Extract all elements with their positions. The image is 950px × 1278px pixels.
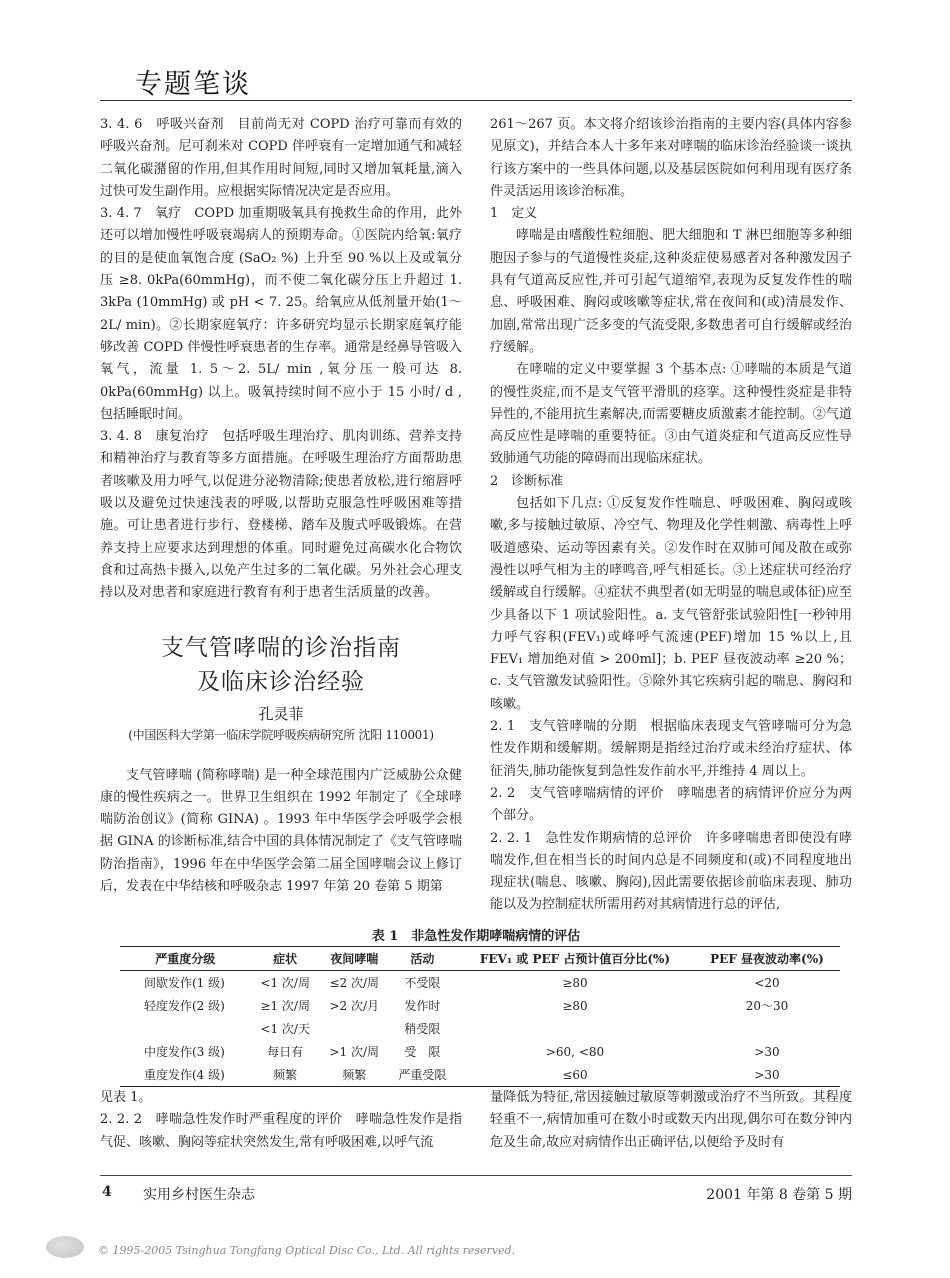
article-title-line: 及临床诊治经验 [197,668,365,695]
severity-table [120,946,840,1087]
article-title-line: 支气管哮喘的诊治指南 [161,634,401,661]
section-heading: 2 诊断标准 [490,473,564,489]
table-cell [320,1017,389,1040]
article-author: 孔灵菲 [258,704,304,723]
table-cell: >30 [694,1063,840,1087]
table-cell [694,1017,840,1040]
table-header-cell: PEF 昼夜波动率(%) [694,947,840,971]
right-column [490,114,852,917]
journal-name: 实用乡村医生杂志 [143,1187,255,1203]
section-title: 专题笔谈 [135,69,251,100]
paragraph: 3. 4. 8 康复治疗 包括呼吸生理治疗、肌肉训练、营养支持和精神治疗与教育等多方面措施。在呼吸生理治疗方面帮助患者咳嗽及用力呼气,以促进分泌物清除;使患者放松,进行缩唇呼吸以及避免过快速浅表的呼吸,以帮助克服急性呼吸困难等措施。可让患者进行步行、登楼梯、踏车及腹式呼吸锻炼。在营养支持上应要求达到理想的体重。同时避免过高碳水化合物饮食和过高热卡摄入,以免产生过多的二氧化碳。另外社会心理支持以及对患者和家庭进行教育有利于患者生活质量的改善。 [100,429,462,601]
table-row [120,1040,840,1063]
table-cell: 受 限 [404,1045,441,1059]
table-cell: 重度发作(4 级) [120,1063,251,1087]
table-header-cell: 症状 [251,947,320,971]
publisher-logo-icon [46,1236,84,1258]
paragraph: 3. 4. 7 氧疗 COPD 加重期吸氧具有挽救生命的作用，此外还可以增加慢性呼吸衰竭病人的预期寿命。①医院内给氧:氧疗的目的是使血氧饱合度 (SaO₂ %) 上升至 90 %以上及或氧分压 ≥8. 0kPa(60mmHg)，而不使二氧化碳分压上升超过 1. 3kPa (10mmHg) 或 pH < 7. 25。给氧应从低剂量开始(1～2L/ min)。②长期家庭氧疗：许多研究均显示长期家庭氧疗能够改善 COPD 伴慢性呼衰患者的生存率。通常是经鼻导管吸入氧气，流量 1. 5～2. 5L/ min ,氧分压一般可达 8. 0kPa(60mmHg) 以上。吸氧持续时间不应小于 15 小时/ d ,包括睡眠时间。 [100,206,462,422]
table-cell: >1 次/周 [329,1045,380,1059]
bottom-left-column [100,1087,462,1154]
table-cell: 间歇发作(1 级) [144,976,225,990]
footer-divider [100,1175,852,1176]
table-header-cell: FEV₁ 或 PEF 占预计值百分比(%) [456,947,694,971]
table-header-cell: 严重度分级 [120,947,251,971]
table-cell: 频繁 [320,1063,389,1087]
article-title [100,631,462,699]
table-row [120,971,840,995]
paragraph: 在哮喘的定义中要掌握 3 个基本点: ①哮喘的本质是气道的慢性炎症,而不是支气管平滑肌的痉挛。这种慢性炎症是非特异性的,不能用抗生素解决,而需要糖皮质激素才能控制。②气道高反应性是哮喘的重要特征。③由气道炎症和气道高反应性导致肺通气功能的障碍而出现临床症状。 [490,362,852,467]
table-cell: 稍受限 [404,1022,441,1036]
paragraph: 哮喘是由嗜酸性粒细胞、肥大细胞和 T 淋巴细胞等多种细胞因子参与的气道慢性炎症,这种炎症使易感者对各种激发因子具有气道高反应性,并可引起气道缩窄,表现为反复发作性的喘息、呼吸困难、胸闷或咳嗽等症状,常在夜间和(或)清晨发作、加剧,常常出现广泛多变的气流受限,多数患者可自行缓解或经治疗缓解。 [490,228,852,355]
table-header-cell: 活动 [389,947,456,971]
table-cell: >30 [754,1044,780,1059]
table-cell: >60, <80 [545,1044,605,1059]
table-cell [120,1017,251,1040]
table-cell: 严重受限 [389,1063,456,1087]
table-cell: ≤60 [456,1063,694,1087]
table-cell: >2 次/月 [329,999,380,1013]
table-row [120,1063,840,1087]
issue-info: 2001 年第 8 卷第 5 期 [706,1187,852,1203]
copyright-notice: © 1995-2005 Tsinghua Tongfang Optical Disc Co., Ltd. All rights reserved. [98,1244,516,1257]
article-affiliation: (中国医科大学第一临床学院呼吸疾病研究所 沈阳 110001) [128,727,434,742]
table-cell: 频繁 [251,1063,320,1087]
table-cell: 每日有 [267,1045,304,1059]
paragraph: 包括如下几点: ①反复发作性喘息、呼吸困难、胸闷或咳嗽,多与接触过敏原、冷空气、物理及化学性刺激、病毒性上呼吸道感染、运动等因素有关。②发作时在双肺可闻及散在或弥漫性以呼气相为主的哮鸣音,呼气相延长。③上述症状可经治疗缓解或自行缓解。④症状不典型者(如无明显的喘息或体征)应至少具备以下 1 项试验阳性。a. 支气管舒张试验阳性[一秒钟用力呼气容积(FEV₁)或峰呼气流速(PEF)增加 15 %以上,且 FEV₁ 增加绝对值 > 200ml]；b. PEF 昼夜波动率 ≥20 %；c. 支气管激发试验阳性。⑤除外其它疾病引起的喘息、胸闷和咳嗽。 [490,496,852,712]
page-number: 4 [102,1184,112,1200]
paragraph: 见表 1。 [100,1090,152,1105]
table-header-cell: 夜间哮喘 [320,947,389,971]
table-cell: 轻度发作(2 级) [144,999,225,1013]
article-intro: 支气管哮喘 (简称哮喘) 是一种全球范围内广泛威胁公众健康的慢性疾病之一。世界卫生组织在 1992 年制定了《全球哮喘防治创议》(简称 GINA) 。1993 年中华医学会呼吸学会根据 GINA 的诊断标准,结合中国的具体情况制定了《支气管哮喘防治指南》，1996 年在中华医学会第二届全国哮喘会议上修订后，发表在中华结核和呼吸杂志 1997 年第 20 卷第 5 期第 [100,767,462,895]
paragraph: 2. 2. 1 急性发作期病情的总评价 许多哮喘患者即使没有哮喘发作,但在相当长的时间内总是不同频度和(或)不同程度地出现症状(喘息、咳嗽、胸闷),因此需要依据诊前临床表现、肺功能以及为控制症状所需用药对其病情进行总的评估, [490,830,852,913]
table-cell: ≥1 次/周 [260,999,310,1013]
table-cell: ≤2 次/周 [329,976,380,990]
table-caption: 表 1 非急性发作期哮喘病情的评估 [371,929,581,944]
paragraph: 2. 2 支气管哮喘病情的评价 哮喘患者的病情评价应分为两个部分。 [490,785,852,824]
table-cell [456,1017,694,1040]
paragraph: 2. 1 支气管哮喘的分期 根据临床表现支气管哮喘可分为急性发作期和缓解期。缓解期是指经过治疗或未经治疗症状、体征消失,肺功能恢复到急性发作前水平,并维持 4 周以上。 [490,719,852,779]
table-cell: 中度发作(3 级) [144,1045,225,1059]
table-cell: ≥80 [562,975,588,990]
table-cell: <1 次/天 [260,1022,310,1036]
table-cell: <20 [754,975,780,990]
paragraph: 量降低为特征,常因接触过敏原等刺激或治疗不当所致。其程度轻重不一,病情加重可在数小时或数天内出现,偶尔可在数分钟内危及生命,故应对病情作出正确评估,以便给予及时有 [490,1090,852,1150]
table-row [120,994,840,1017]
table-cell: 20～30 [745,999,789,1013]
left-column [100,114,462,898]
section-heading: 1 定义 [490,206,538,222]
table-row [120,1017,840,1040]
table-cell: 发作时 [404,999,441,1013]
table-cell: 不受限 [404,976,441,990]
header-divider [100,100,852,101]
table-cell: ≥80 [562,998,588,1013]
paragraph: 261～267 页。本文将介绍该诊治指南的主要内容(具体内容参见原文)，并结合本人十多年来对哮喘的临床诊治经验谈一谈执行该方案中的一些具体问题,以及基层医院如何利用现有医疗条件灵活运用该诊治标准。 [490,117,852,199]
paragraph: 2. 2. 2 哮喘急性发作时严重程度的评价 哮喘急性发作是指气促、咳嗽、胸闷等症状突然发生,常有呼吸困难,以呼气流 [100,1112,462,1150]
table-cell: <1 次/周 [260,976,310,990]
paragraph: 3. 4. 6 呼吸兴奋剂 目前尚无对 COPD 治疗可靠而有效的呼吸兴奋剂。尼可刹米对 COPD 伴呼衰有一定增加通气和减轻二氧化碳潴留的作用,但其作用时间短,同时又增加氧耗量,滴入过快可发生副作用。应根据实际情况决定是否应用。 [100,117,462,199]
table-header-row [120,947,840,971]
bottom-right-column [490,1087,852,1154]
